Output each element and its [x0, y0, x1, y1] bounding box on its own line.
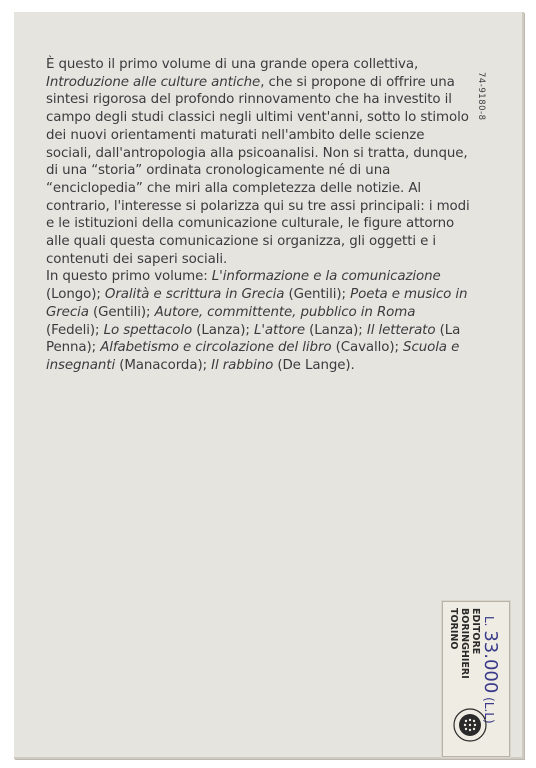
- text-segment: (Gentili);: [88, 304, 155, 320]
- price-suffix: (L.L): [482, 697, 496, 724]
- title-segment: L'informazione e la comunicazione: [211, 269, 441, 285]
- title-segment: Scuola e insegnanti: [46, 340, 460, 373]
- text-segment: , che si propone di offrire una sintesi rigorosa del profondo rinnovamento che ha investito il campo degli studi classici negli ultimi vent'anni, sotto lo stimolo dei nuovi orientamenti maturati nell'ambito delle scienze sociali, dall'antropologia alla psicoanalisi. Non si tratta, dunque, di una “storia” ordinata cronologicamente né di una “enciclopedia” che miri alla completezza delle notizie. Al contrario, l'interesse si polarizza qui su tre assi principali: i modi e le istituzioni della comunicazione culturale, le figure attorno alle quali questa comunicazione si organizza, gli oggetti e i contenuti dei saperi sociali.: [46, 74, 470, 267]
- price-prefix: L.: [482, 616, 496, 627]
- publisher-line: TORINO: [448, 608, 459, 650]
- text-segment: (Lanza);: [304, 322, 367, 338]
- catalog-code: 74-9180-8: [476, 72, 486, 121]
- text-segment: (Lanza);: [192, 322, 254, 338]
- text-segment: (Fedeli);: [46, 322, 104, 338]
- book-back-cover: [14, 12, 524, 759]
- title-segment: Il letterato: [366, 322, 436, 338]
- title-segment: Autore, committente, pubblico in Roma: [154, 304, 416, 320]
- costellazioni-logo-icon: [453, 708, 487, 742]
- text-segment: (Cavallo);: [331, 340, 404, 356]
- text-segment: È questo il primo volume di una grande opera collettiva,: [46, 57, 419, 72]
- blurb-paragraph-contents: [46, 268, 470, 374]
- text-segment: (De Lange).: [273, 357, 355, 373]
- price-sticker: [442, 601, 510, 757]
- blurb-paragraph-intro: [46, 56, 470, 268]
- cover-blurb: [46, 56, 470, 375]
- text-segment: (La Penna);: [46, 322, 461, 356]
- text-segment: (Manacorda);: [115, 357, 212, 373]
- text-segment: (Gentili);: [284, 287, 351, 303]
- title-segment: Alfabetismo e circolazione del libro: [100, 340, 332, 356]
- text-segment: (Longo);: [46, 287, 105, 303]
- publisher-stamp: [448, 608, 481, 679]
- publisher-line: EDITORE: [470, 608, 481, 655]
- title-segment: L'attore: [253, 322, 305, 338]
- text-segment: In questo primo volume:: [46, 269, 212, 285]
- title-segment: Il rabbino: [211, 357, 274, 373]
- publisher-line: BORINGHIERI: [459, 608, 470, 679]
- title-segment: Lo spettacolo: [103, 322, 193, 338]
- title-segment: Poeta e musico in Grecia: [46, 287, 468, 320]
- price-value: 33.000: [480, 630, 501, 694]
- title-segment: Oralità e scrittura in Grecia: [104, 287, 285, 303]
- title-segment: Introduzione alle culture antiche: [46, 74, 261, 90]
